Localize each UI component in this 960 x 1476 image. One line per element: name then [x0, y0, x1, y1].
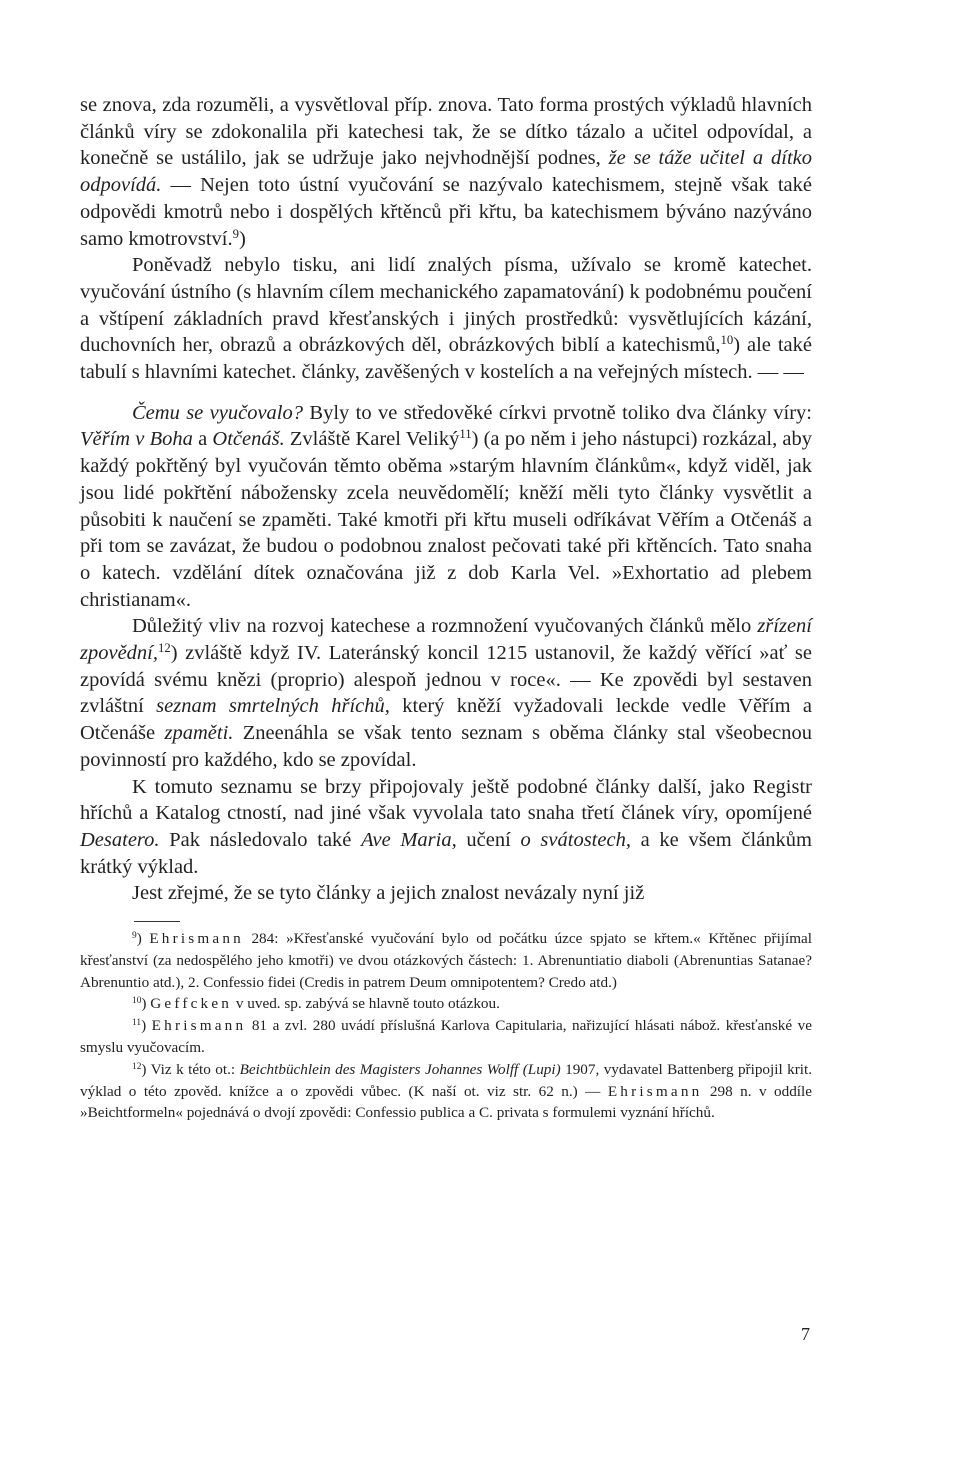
footnote-text: 1907, vydavatel Battenberg připojil krit. výklad o této zpověd. knížce a o zpovědi vůbec. (K naší ot. viz str. 62 n.) —: [80, 1060, 813, 1100]
text-run: a: [192, 428, 213, 451]
text-run: Byly to ve středověké církvi prvotně toliko dva články víry:: [303, 401, 812, 424]
footnote-author: Ehrismann: [149, 930, 244, 948]
italic-run: Otčenáš.: [212, 428, 285, 451]
footnote-text: 81 a zvl. 280 uvádí příslušná Karlova Capitularia, nařizující hlásati nábož. křesťanské ve smyslu vyučovacím.: [80, 1017, 812, 1057]
book-page: [80, 92, 812, 1124]
text-run: se znova, zda rozuměli, a vysvětloval příp. znova. Tato forma prostých výkladů hlavních článků víry se zdokonalila při katechesi tak, že se dítko tázalo a učitel odpovídal, a konečně se ustálilo, jak se udržuje jako nejvhodnější podnes,: [80, 94, 812, 170]
footnote-text: Viz k této ot.:: [150, 1060, 240, 1078]
footnote-separator: [134, 921, 180, 922]
paragraph-4: [80, 613, 812, 773]
italic-run: Věřím v Boha: [80, 428, 193, 451]
text-run: Důležitý vliv na rozvoj katechese a rozmnožení vyučovaných článků mělo: [132, 615, 758, 638]
paragraph-5: [80, 774, 812, 881]
footnote-number: 11: [132, 1018, 142, 1029]
italic-run: zřízení zpovědní,: [80, 615, 812, 665]
paragraph-2: [80, 252, 812, 386]
text-run: který kněží vyžadovali leckde vedle Věřím a Otčenáše: [80, 695, 813, 745]
italic-run: o svátostech,: [520, 828, 631, 851]
italic-run: seznam smrtelných hříchů,: [156, 695, 390, 718]
footnote-9: $^9$) Ehrismann 284: »Křesťanské vyučování bylo od počátku úzce spjato se křtem.« Křtěnec přijímal křesťanství (za nedospělého jeho kmotři) ve dvou otázkových částech: 1. Abrenuntiatio diaboli (Abrenuntias Satanae? Abrenuntio atd.), 2. Confessio fidei (Credis in patrem Deum omnipotentem? Credo atd.): [80, 930, 813, 991]
italic-run: Desatero.: [80, 828, 160, 851]
footnote-ref: 10: [720, 333, 734, 348]
footnote-author: Geffcken: [150, 995, 233, 1013]
text-run: Pak následovalo také: [159, 828, 362, 851]
text-run: učení: [456, 828, 521, 851]
footnotes: [80, 928, 812, 1124]
footnote-text: 298 n. v oddíle »Beichtformeln« pojednává o dvojí zpovědi: Confessio publica a C. privata s formulemi vyznání hříchů.: [80, 1082, 812, 1122]
italic-run: zpaměti.: [164, 722, 234, 745]
paragraph-1: [80, 92, 812, 252]
text-run: ) (a po něm i jeho nástupci) rozkázal, aby každý pokřtěný byl vyučován těmto oběma »starým hlavním článkům«, když viděl, jak jsou lidé pokřtění nábožensky zcela neuvědomělí; kněží měli tyto články vysvětlit a působiti k naučení se zpaměti. Také kmotři při křtu museli odříkávat Věřím a Otčenáš a při tom se zavázat, že budou o podobnou znalost pečovati také při křtěncích. Tato snaha o katech. vzdělání dítek označována již z dob Karla Vel. »Exhortatio ad plebem christianam«.: [80, 428, 812, 611]
footnote-italic: Beichtbüchlein des Magisters Johannes Wolff (Lupi): [239, 1060, 561, 1078]
footnote-ref: 12: [158, 641, 171, 656]
italic-run: Ave Maria,: [361, 828, 457, 851]
footnote-12: $^{12}$) Viz k této ot.: Beichtbüchlein des Magisters Johannes Wolff (Lupi) 1907, vydavatel Battenberg připojil krit. výklad o této zpověd. knížce a o zpovědi vůbec. (K naší ot. viz str. 62 n.) — Ehrismann 298 n. v oddíle »Beichtformeln« pojednává o dvojí zpovědi: Confessio publica a C. privata s formulemi vyznání hříchů.: [80, 1060, 813, 1122]
text-run: ): [238, 227, 246, 250]
footnote-author: Ehrismann: [151, 1017, 247, 1035]
footnote-ref: 11: [459, 427, 472, 442]
footnote-number: 9: [132, 930, 137, 941]
text-run: ) zvláště když IV. Lateránský koncil 1215 ustanovil, že každý věřící »ať se zpovídá svému knězi (proprio) alespoň jednou v roce«. — Ke zpovědi byl sestaven zvláštní: [80, 642, 812, 718]
footnote-10: $^{10}$) Geffcken v uved. sp. zabývá se hlavně touto otázkou.: [132, 995, 500, 1013]
footnote-text: 284: »Křesťanské vyučování bylo od počátku úzce spjato se křtem.« Křtěnec přijímal křesťanství (za nedospělého jeho kmotři) ve dvou otázkových částech: 1. Abrenuntiatio diaboli (Abrenuntias Satanae? Abrenuntio atd.), 2. Confessio fidei (Credis in patrem Deum omnipotentem? Credo atd.): [80, 930, 813, 991]
text-run: a ke všem článkům krátký výklad.: [80, 828, 812, 878]
footnote-number: 12: [132, 1061, 142, 1072]
italic-run: Čemu se vyučovalo?: [132, 401, 304, 424]
footnote-ref: 9: [232, 226, 239, 241]
footnote-author: Ehrismann: [607, 1082, 703, 1100]
text-run: — Nejen toto ústní vyučování se nazývalo katechismem, stejně však také odpovědi kmotrů nebo i dospělých křtěnců při křtu, ba katechismem býváno nazýváno samo kmotrovství.: [80, 174, 812, 250]
text-run: Zvláště Karel Veliký: [284, 428, 460, 451]
italic-run: že se táže učitel a dítko odpovídá.: [80, 147, 812, 197]
footnote-text: v uved. sp. zabývá se hlavně touto otázkou.: [232, 995, 500, 1013]
body-text: [80, 92, 812, 907]
paragraph-6: Jest zřejmé, že se tyto články a jejich znalost nevázaly nyní již: [132, 882, 645, 905]
footnote-11: $^{11}$) Ehrismann 81 a zvl. 280 uvádí příslušná Karlova Capitularia, nařizující hlásati nábož. křesťanské ve smyslu vyučovacím.: [80, 1017, 812, 1057]
text-run: K tomuto seznamu se brzy připojovaly ještě podobné články další, jako Registr hříchů a Katalog ctností, nad jiné však vyvolala tato snaha třetí článek víry, opomíjené: [80, 775, 812, 825]
page-number: 7: [801, 1324, 810, 1344]
text-run: ) ale také tabulí s hlavními katechet. články, zavěšených v kostelích a na veřejných místech. — —: [80, 334, 812, 384]
footnote-number: 10: [132, 996, 142, 1007]
paragraph-3: [80, 400, 812, 614]
text-run: Zneenáhla se však tento seznam s oběma články stal všeobecnou povinností pro každého, kdo se zpovídal.: [80, 722, 813, 771]
text-run: Poněvadž nebylo tisku, ani lidí znalých písma, užívalo se kromě katechet. vyučování ústního (s hlavním cílem mechanického zapamatování) k podobnému poučení a vštípení základních pravd křesťanských i jiných prostředků: vysvětlujících kázání, duchovních her, obrazů a obrázkových děl, obrázkových biblí a katechismů,: [80, 254, 812, 357]
